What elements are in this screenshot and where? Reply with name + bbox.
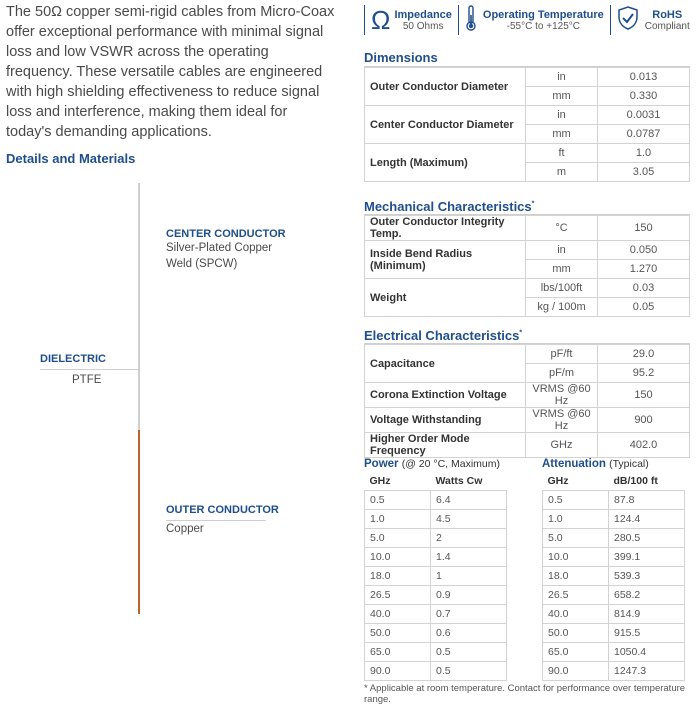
mechanical-title-text: Mechanical Characteristics xyxy=(364,199,532,214)
table-row xyxy=(365,433,690,458)
frequency-cell: 10.0 xyxy=(365,547,431,566)
spec-value: 0.05 xyxy=(598,298,690,317)
impedance-value: 50 Ohms xyxy=(402,20,444,32)
table-row xyxy=(365,585,507,604)
spec-value: 29.0 xyxy=(598,345,690,364)
table-row xyxy=(365,144,690,163)
spec-name: Outer Conductor Integrity Temp. xyxy=(365,216,526,241)
table-header-row xyxy=(365,472,507,490)
value-cell: 0.7 xyxy=(431,604,507,623)
table-row xyxy=(365,623,507,642)
value-cell: 280.5 xyxy=(609,528,685,547)
spec-unit: mm xyxy=(526,87,598,106)
table-row xyxy=(365,216,690,241)
spec-value: 3.05 xyxy=(598,163,690,182)
spec-name: Weight xyxy=(365,279,526,317)
value-cell: 1 xyxy=(431,566,507,585)
frequency-cell: 1.0 xyxy=(365,509,431,528)
rohs-shield-icon xyxy=(617,6,639,35)
spec-value: 0.03 xyxy=(598,279,690,298)
spec-unit: pF/ft xyxy=(526,345,598,364)
omega-icon: Ω xyxy=(371,5,391,35)
value-cell: 399.1 xyxy=(609,547,685,566)
spec-unit: lbs/100ft xyxy=(526,279,598,298)
spec-value: 150 xyxy=(598,383,690,408)
frequency-cell: 18.0 xyxy=(365,566,431,585)
spec-unit: in xyxy=(526,68,598,87)
spec-name: Center Conductor Diameter xyxy=(365,106,526,144)
table-row xyxy=(365,383,690,408)
value-cell: 0.9 xyxy=(431,585,507,604)
attenuation-title xyxy=(542,458,649,470)
spec-value: 1.0 xyxy=(598,144,690,163)
spec-value: 0.050 xyxy=(598,241,690,260)
frequency-cell: 5.0 xyxy=(543,528,609,547)
spec-name: Outer Conductor Diameter xyxy=(365,68,526,106)
frequency-cell: 50.0 xyxy=(365,623,431,642)
spec-value: 0.0787 xyxy=(598,125,690,144)
value-cell: 814.9 xyxy=(609,604,685,623)
mechanical-title xyxy=(364,199,534,214)
spec-name: Higher Order Mode Frequency xyxy=(365,433,526,458)
value-cell: 915.5 xyxy=(609,623,685,642)
table-row xyxy=(365,68,690,87)
value-cell: 0.5 xyxy=(431,642,507,661)
table-row xyxy=(365,566,507,585)
frequency-cell: 65.0 xyxy=(543,642,609,661)
table-row xyxy=(365,661,507,680)
table-row xyxy=(543,661,685,680)
frequency-cell: 40.0 xyxy=(543,604,609,623)
dimensions-table xyxy=(364,67,690,182)
power-note: (@ 20 °C, Maximum) xyxy=(401,458,501,470)
spec-unit: ft xyxy=(526,144,598,163)
dielectric-title: DIELECTRIC xyxy=(40,353,106,365)
spec-unit: mm xyxy=(526,260,598,279)
temperature-value: -55°C to +125°C xyxy=(506,20,580,32)
spec-name: Capacitance xyxy=(365,345,526,383)
electrical-table xyxy=(364,344,690,458)
dimensions-title: Dimensions xyxy=(364,50,438,65)
spec-bar xyxy=(364,4,690,36)
spec-value: 1.270 xyxy=(598,260,690,279)
center-conductor-line1: Silver-Plated Copper xyxy=(166,242,273,254)
spec-name: Corona Extinction Voltage xyxy=(365,383,526,408)
electrical-title-text: Electrical Characteristics xyxy=(364,328,520,343)
temperature-label: Operating Temperature xyxy=(482,8,604,21)
table-row xyxy=(543,490,685,509)
attenuation-table xyxy=(542,472,685,681)
table-row xyxy=(543,642,685,661)
table-row xyxy=(543,547,685,566)
frequency-cell: 0.5 xyxy=(543,490,609,509)
spec-value: 0.0031 xyxy=(598,106,690,125)
thermometer-icon xyxy=(465,5,477,36)
value-cell: 0.5 xyxy=(431,661,507,680)
frequency-cell: 26.5 xyxy=(543,585,609,604)
spec-separator xyxy=(364,5,365,35)
table-row xyxy=(365,604,507,623)
outer-conductor-desc: Copper xyxy=(166,523,204,535)
spec-unit: GHz xyxy=(526,433,598,458)
dielectric-desc: PTFE xyxy=(72,374,102,386)
table-header-row xyxy=(543,472,685,490)
spec-value: 0.013 xyxy=(598,68,690,87)
spec-name: Inside Bend Radius (Minimum) xyxy=(365,241,526,279)
table-row xyxy=(543,623,685,642)
rohs-label: RoHS xyxy=(652,8,683,21)
value-cell: 2 xyxy=(431,528,507,547)
spec-unit: pF/m xyxy=(526,364,598,383)
column-header: Watts Cw xyxy=(435,474,483,487)
power-title xyxy=(364,458,500,470)
table-row xyxy=(543,509,685,528)
dielectric-rule xyxy=(40,369,138,370)
column-header: GHz xyxy=(547,474,569,487)
spec-unit: kg / 100m xyxy=(526,298,598,317)
frequency-cell: 0.5 xyxy=(365,490,431,509)
spec-unit: in xyxy=(526,106,598,125)
table-row xyxy=(365,547,507,566)
table-row xyxy=(365,279,690,298)
spec-value: 150 xyxy=(598,216,690,241)
table-row xyxy=(365,106,690,125)
column-header: GHz xyxy=(369,474,391,487)
table-row xyxy=(365,490,507,509)
attenuation-title-text: Attenuation xyxy=(542,458,606,470)
table-row xyxy=(365,509,507,528)
frequency-cell: 18.0 xyxy=(543,566,609,585)
frequency-cell: 5.0 xyxy=(365,528,431,547)
rohs-spec xyxy=(617,6,690,35)
spec-value: 900 xyxy=(598,408,690,433)
spec-value: 95.2 xyxy=(598,364,690,383)
footnote: * Applicable at room temperature. Contact for performance over temperature range. xyxy=(364,683,686,705)
table-row xyxy=(543,604,685,623)
frequency-cell: 40.0 xyxy=(365,604,431,623)
spec-name: Length (Maximum) xyxy=(365,144,526,182)
center-conductor-line2: Weld (SPCW) xyxy=(166,258,238,270)
frequency-cell: 90.0 xyxy=(543,661,609,680)
intro-paragraph: The 50Ω copper semi-rigid cables from Micro-Coax offer exceptional performance with minimal signal loss and low VSWR across the operating frequency. These versatile cables are engineered with high shielding effectiveness to reduce signal loss and interference, making them ideal for today's demanding applications. xyxy=(6,4,335,140)
center-conductor-title: CENTER CONDUCTOR xyxy=(166,228,286,240)
spec-unit: m xyxy=(526,163,598,182)
table-row xyxy=(365,241,690,260)
spec-unit: VRMS @60 Hz xyxy=(526,383,598,408)
dielectric-label xyxy=(40,353,138,388)
spec-name: Voltage Withstanding xyxy=(365,408,526,433)
spec-value: 0.330 xyxy=(598,87,690,106)
table-row xyxy=(543,585,685,604)
value-cell: 539.3 xyxy=(609,566,685,585)
value-cell: 0.6 xyxy=(431,623,507,642)
column-header: dB/100 ft xyxy=(613,474,658,487)
frequency-cell: 10.0 xyxy=(543,547,609,566)
electrical-title xyxy=(364,328,522,343)
mechanical-footnote-mark: * xyxy=(531,200,535,208)
frequency-cell: 50.0 xyxy=(543,623,609,642)
value-cell: 1247.3 xyxy=(609,661,685,680)
outer-conductor-title: OUTER CONDUCTOR xyxy=(166,504,279,516)
spec-unit: mm xyxy=(526,125,598,144)
frequency-cell: 90.0 xyxy=(365,661,431,680)
spec-unit: VRMS @60 Hz xyxy=(526,408,598,433)
outer-conductor-label xyxy=(166,504,279,537)
frequency-cell: 65.0 xyxy=(365,642,431,661)
spec-separator xyxy=(458,5,459,35)
value-cell: 658.2 xyxy=(609,585,685,604)
temperature-spec xyxy=(465,5,604,36)
value-cell: 87.8 xyxy=(609,490,685,509)
electrical-footnote-mark: * xyxy=(519,329,523,337)
cable-line-copper xyxy=(138,430,140,614)
value-cell: 1050.4 xyxy=(609,642,685,661)
attenuation-note: (Typical) xyxy=(609,458,649,470)
spec-separator xyxy=(610,5,611,35)
center-conductor-label xyxy=(166,228,286,272)
rohs-value: Compliant xyxy=(644,20,690,32)
mechanical-table xyxy=(364,215,690,317)
cable-line-grey xyxy=(138,183,140,430)
table-row xyxy=(543,566,685,585)
frequency-cell: 1.0 xyxy=(543,509,609,528)
frequency-cell: 26.5 xyxy=(365,585,431,604)
power-table xyxy=(364,472,507,681)
value-cell: 6.4 xyxy=(431,490,507,509)
value-cell: 124.4 xyxy=(609,509,685,528)
value-cell: 1.4 xyxy=(431,547,507,566)
power-title-text: Power xyxy=(364,458,399,470)
table-row xyxy=(365,345,690,364)
impedance-spec xyxy=(371,7,452,33)
table-row xyxy=(365,528,507,547)
spec-unit: in xyxy=(526,241,598,260)
spec-unit: °C xyxy=(526,216,598,241)
table-row xyxy=(365,642,507,661)
table-row xyxy=(543,528,685,547)
table-row xyxy=(365,408,690,433)
spec-value: 402.0 xyxy=(598,433,690,458)
value-cell: 4.5 xyxy=(431,509,507,528)
details-title: Details and Materials xyxy=(6,151,136,166)
impedance-label: Impedance xyxy=(394,8,452,21)
